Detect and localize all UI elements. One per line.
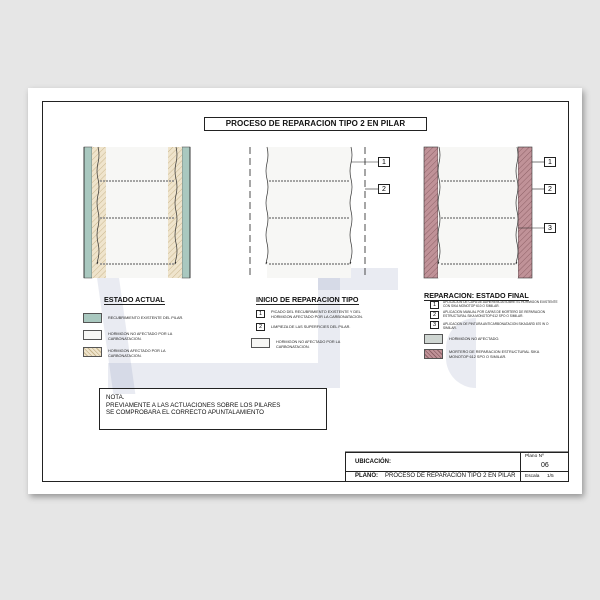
step-final-2-num: 2 <box>430 311 439 319</box>
legend-actual-2: HORMIGON NO AFECTADO POR LA CARBONATACION. <box>108 332 173 341</box>
step-final-3-num: 3 <box>430 321 439 329</box>
step-inicio-2-text: LIMPIEZA DE LAS SUPERFICIES DEL PILAR. <box>271 325 351 329</box>
callout-final-3: 3 <box>544 223 556 233</box>
plano-cell <box>345 471 521 482</box>
step-final-1-num: 1 <box>430 301 439 309</box>
callout-inicio-1: 1 <box>378 157 390 167</box>
pillar-inicio-reparacion <box>250 147 378 278</box>
section-title-inicio: INICIO DE REPARACION TIPO <box>256 295 359 304</box>
legend-inicio-1: HORMIGON NO AFECTADO POR LA CARBONATACION. <box>276 340 341 349</box>
pillar-estado-actual <box>84 147 190 278</box>
escala-label: Escala <box>525 474 540 479</box>
pillar-estado-final <box>424 147 544 278</box>
plano-value: PROCESO DE REPARACION TIPO 2 EN PILAR <box>385 473 516 479</box>
section-title-estado-actual: ESTADO ACTUAL <box>104 295 165 304</box>
swatch-white-inicio <box>251 338 270 348</box>
section-title-final: REPARACION: ESTADO FINAL <box>424 291 529 300</box>
step-final-2-text: APLICACION MANUAL POR CAPAS DE MORTERO DE REPARACION ESTRUCTURAL SIKA MONOTOP 612 SPO O SIMILAR. <box>443 310 546 318</box>
step-inicio-1-num: 1 <box>256 310 265 318</box>
plano-label: PLANO: <box>355 473 378 479</box>
ubicacion-cell <box>345 452 521 472</box>
drawing-sheet <box>28 88 582 494</box>
ubicacion-label: UBICACIÓN: <box>355 459 391 465</box>
step-inicio-2-num: 2 <box>256 323 265 331</box>
swatch-white <box>83 330 102 340</box>
callout-final-1: 1 <box>544 157 556 167</box>
legend-actual-1: RECUBRIMIENTO EXISTENTE DEL PILAR. <box>108 316 184 320</box>
sheet-title: PROCESO DE REPARACION TIPO 2 EN PILAR <box>204 117 427 131</box>
legend-final-1: HORMIGON NO AFECTADO. <box>449 337 500 341</box>
plano-num-label: Plano Nº <box>525 454 544 459</box>
plano-num: 06 <box>541 462 549 469</box>
swatch-hatched-beige <box>83 347 102 357</box>
callout-inicio-2: 2 <box>378 184 390 194</box>
callout-final-2: 2 <box>544 184 556 194</box>
step-inicio-1-text: PICADO DEL RECUBRIMIENTO EXISTENTE Y DEL HORMIGON AFECTADO POR LA CARBONATACION. <box>271 310 363 319</box>
plano-num-cell <box>520 452 569 472</box>
legend-final-2: MORTERO DE REPARACION ESTRUCTURAL SIKA MONOTOP 612 SPO O SIMILAR. <box>449 350 540 359</box>
escala-value: 1/5 <box>547 474 554 479</box>
swatch-green <box>83 313 102 323</box>
swatch-hatched-pink <box>424 349 443 359</box>
legend-actual-3: HORMIGON AFECTADO POR LA CARBONATACION. <box>108 349 166 358</box>
note-box <box>99 388 327 430</box>
swatch-gray <box>424 334 443 344</box>
escala-cell <box>520 471 569 482</box>
note-line-2: SE COMPROBARA EL CORRECTO APUNTALAMIENTO <box>106 409 264 417</box>
note-line-1: PREVIAMENTE A LAS ACTUACIONES SOBRE LOS PILARES <box>106 401 281 409</box>
note-heading: NOTA. <box>106 394 125 401</box>
step-final-1-text: APLICACION DE CAPA DE ADHERENCIA SOBRE EL HORMIGON EXISTENTE CON SIKA MONOTOP 610 O SIMILAR. <box>443 300 558 308</box>
step-final-3-text: APLICACION DE PINTURA ANTICARBONATACION SIKAGARD 670 W O SIMILAR. <box>443 322 549 330</box>
